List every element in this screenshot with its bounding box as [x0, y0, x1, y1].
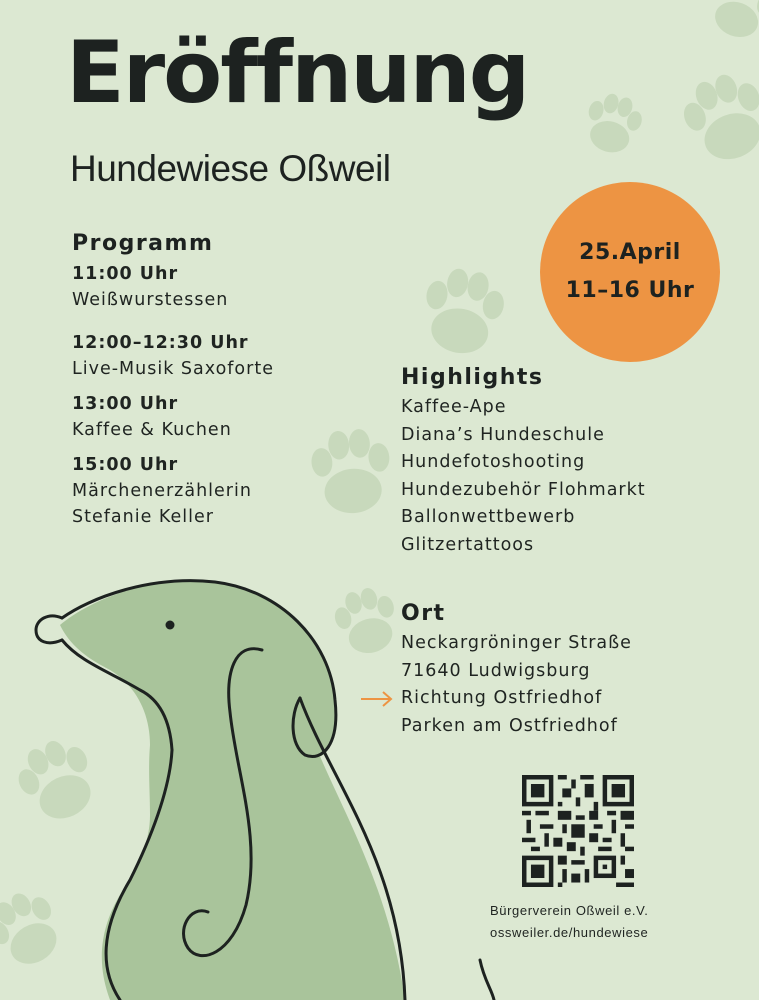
highlight-item: Kaffee-Ape — [401, 397, 507, 417]
subtitle: Hundewiese Oßweil — [70, 148, 391, 189]
highlight-item: Ballonwettbewerb — [401, 507, 576, 527]
programm-heading: Programm — [72, 231, 214, 256]
ort-city: 71640 Ludwigsburg — [401, 660, 591, 681]
programm-item — [72, 262, 274, 313]
programm-desc: Märchenerzählerin — [72, 481, 252, 501]
programm-item — [72, 392, 274, 443]
programm-desc: Live-Musik Saxoforte — [72, 359, 274, 379]
highlights-section — [401, 365, 646, 559]
highlight-item: Glitzertattoos — [401, 534, 535, 555]
programm-time: 13:00 Uhr — [72, 394, 179, 414]
qr-code[interactable] — [522, 775, 634, 887]
paw-icon — [9, 731, 107, 831]
badge-time: 11–16 Uhr — [565, 278, 695, 303]
date-badge — [540, 182, 720, 362]
arrow-right-icon — [359, 685, 395, 718]
paw-icon — [329, 582, 404, 659]
paw-icon — [417, 264, 508, 359]
footer — [490, 900, 686, 944]
programm-time: 12:00–12:30 Uhr — [72, 333, 249, 353]
ort-parking: Parken am Ostfriedhof — [401, 715, 618, 736]
dog-eye — [166, 621, 175, 630]
ort-heading: Ort — [401, 601, 446, 626]
paw-icon — [309, 427, 394, 517]
footer-org: Bürgerverein Oßweil e.V. — [490, 903, 649, 918]
programm-desc: Stefanie Keller — [72, 507, 214, 527]
ort-section — [401, 601, 632, 740]
paw-icon — [703, 0, 759, 46]
programm-section — [72, 231, 274, 540]
ort-street: Neckargröninger Straße — [401, 633, 632, 653]
highlight-item: Diana’s Hundeschule — [401, 424, 605, 445]
programm-time: 15:00 Uhr — [72, 455, 179, 475]
paw-icon — [580, 89, 647, 159]
highlight-item: Hundefotoshooting — [401, 452, 586, 472]
paw-icon — [675, 65, 759, 170]
page-title: Eröffnung — [66, 23, 529, 123]
badge-date: 25.April — [579, 239, 681, 265]
programm-desc: Kaffee & Kuchen — [72, 420, 232, 440]
footer-url[interactable]: ossweiler.de/hundewiese — [490, 925, 649, 940]
programm-item — [72, 453, 274, 530]
programm-desc: Weißwurstessen — [72, 290, 229, 310]
programm-item — [72, 331, 274, 382]
programm-time: 11:00 Uhr — [72, 264, 179, 284]
paw-icon — [0, 882, 71, 976]
ort-direction: Richtung Ostfriedhof — [401, 688, 603, 708]
highlight-item: Hundezubehör Flohmarkt — [401, 479, 646, 500]
ort-direction-row — [401, 685, 632, 713]
highlights-heading: Highlights — [401, 365, 544, 390]
